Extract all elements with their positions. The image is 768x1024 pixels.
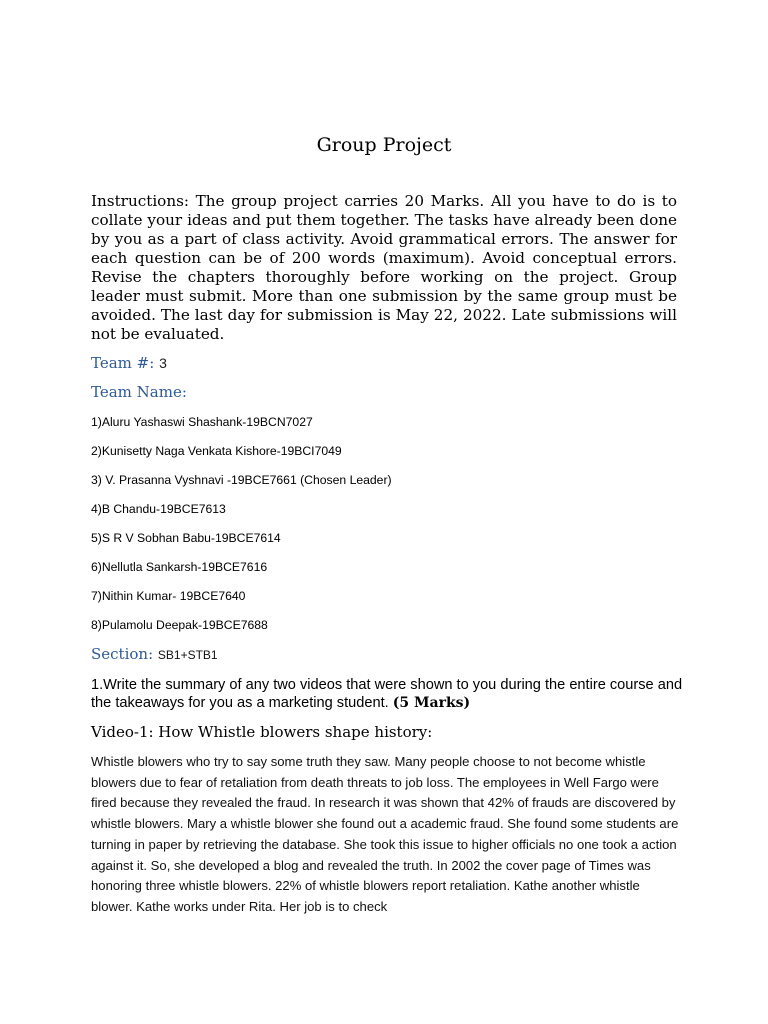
list-item: 1)Aluru Yashaswi Shashank-19BCN7027 bbox=[91, 415, 313, 429]
team-number bbox=[91, 354, 167, 372]
instructions-paragraph: Instructions: The group project carries 20 Marks. All you have to do is to collate your ideas and put them together. The tasks have already been done by you as a part of class activity. Avoid grammatical errors. The answer for each question can be of 200 words (maximum). Avoid conceptual errors. Revise the chapters thoroughly before working on the project. Group leader must submit. More than one submission by the same group must be avoided. The last day for submission is May 22, 2022. Late submissions will not be evaluated. bbox=[91, 192, 677, 343]
video-1-summary: Whistle blowers who try to say some truth they saw. Many people choose to not become whistle blowers due to fear of retaliation from death threats to job loss. The employees in Well Fargo were fired because they revealed the fraud. In research it was shown that 42% of frauds are discovered by whistle blowers. Mary a whistle blower she found out a academic fraud. She found some students are turning in paper by retrieving the database. She took this issue to higher officials no one took a action against it. So, she developed a blog and revealed the truth. In 2002 the cover page of Times was honoring three whistle blowers. 22% of whistle blowers report retaliation. Kathe another whistle blower. Kathe works under Rita. Her job is to check bbox=[91, 754, 679, 914]
list-item: 7)Nithin Kumar- 19BCE7640 bbox=[91, 589, 246, 603]
question-1 bbox=[91, 676, 691, 712]
list-item: 8)Pulamolu Deepak-19BCE7688 bbox=[91, 618, 268, 632]
question-text: 1.Write the summary of any two videos that were shown to you during the entire course and the takeaways for you as a marketing student. bbox=[91, 677, 683, 711]
list-item: 3) V. Prasanna Vyshnavi -19BCE7661 (Chosen Leader) bbox=[91, 473, 392, 487]
team-number-value: 3 bbox=[159, 355, 167, 371]
member-list bbox=[91, 414, 392, 646]
list-item: 2)Kunisetty Naga Venkata Kishore-19BCI7049 bbox=[91, 444, 342, 458]
video-1-heading: Video-1: How Whistle blowers shape history: bbox=[91, 723, 433, 741]
section bbox=[91, 645, 218, 663]
section-label: Section: bbox=[91, 645, 154, 663]
page-title: Group Project bbox=[316, 133, 452, 156]
list-item: 6)Nellutla Sankarsh-19BCE7616 bbox=[91, 560, 268, 574]
list-item: 5)S R V Sobhan Babu-19BCE7614 bbox=[91, 531, 281, 545]
team-number-label: Team #: bbox=[91, 354, 155, 372]
team-name-label: Team Name: bbox=[91, 383, 187, 401]
question-marks: (5 Marks) bbox=[392, 695, 471, 711]
section-value: SB1+STB1 bbox=[157, 648, 218, 662]
list-item: 4)B Chandu-19BCE7613 bbox=[91, 502, 226, 516]
